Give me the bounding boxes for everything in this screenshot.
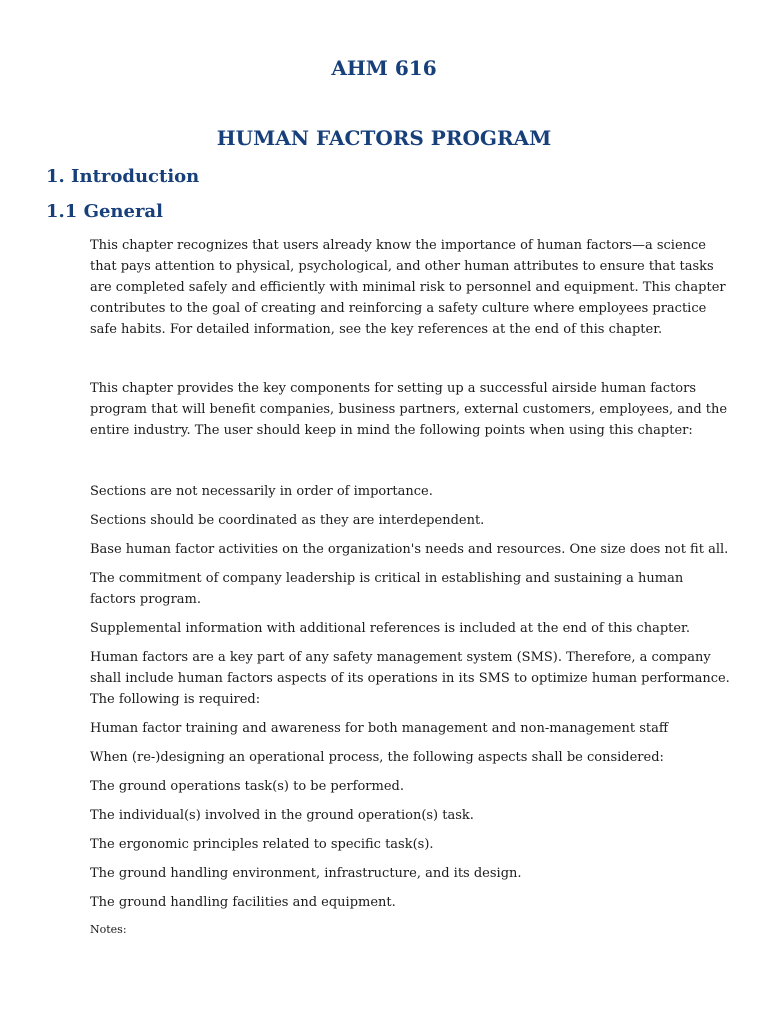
- document-subtitle: HUMAN FACTORS PROGRAM: [216, 126, 552, 150]
- list-item: The ground operations task(s) to be performed.: [90, 779, 404, 794]
- points-list: [90, 481, 730, 939]
- document-title: AHM 616: [331, 56, 437, 80]
- list-item: The ground handling facilities and equipment.: [90, 895, 396, 910]
- paragraph-intro: This chapter recognizes that users already know the importance of human factors—a science that pays attention to physical, psychological, and other human attributes to ensure that tasks are completed safely and efficiently with minimal risk to personnel and equipment. This chapter contributes to the goal of creating and reinforcing a safety culture where employees practice safe habits. For detailed information, see the key references at the end of this chapter.: [90, 238, 726, 337]
- list-item: The individual(s) involved in the ground operation(s) task.: [90, 808, 474, 823]
- notes-label: Notes:: [90, 923, 127, 936]
- list-item: The ergonomic principles related to specific task(s).: [90, 837, 434, 852]
- list-item: Supplemental information with additional references is included at the end of this chapter.: [90, 621, 690, 636]
- list-item: Sections should be coordinated as they are interdependent.: [90, 513, 485, 528]
- list-item: Sections are not necessarily in order of importance.: [90, 484, 433, 499]
- subsection-heading: 1.1 General: [46, 201, 163, 222]
- section-heading: 1. Introduction: [46, 166, 200, 187]
- list-item: Human factors are a key part of any safety management system (SMS). Therefore, a company shall include human factors aspects of its operations in its SMS to optimize human performance. The following is required:: [90, 650, 730, 707]
- paragraph-components: This chapter provides the key components for setting up a successful airside human factors program that will benefit companies, business partners, external customers, employees, and the entire industry. The user should keep in mind the following points when using this chapter:: [90, 381, 728, 438]
- list-item: The ground handling environment, infrastructure, and its design.: [90, 866, 522, 881]
- list-item: When (re-)designing an operational process, the following aspects shall be considered:: [90, 750, 664, 765]
- list-item: The commitment of company leadership is critical in establishing and sustaining a human factors program.: [90, 571, 684, 607]
- list-item: Base human factor activities on the organization's needs and resources. One size does not fit all.: [90, 542, 729, 557]
- list-item: Human factor training and awareness for both management and non-management staff: [90, 721, 669, 736]
